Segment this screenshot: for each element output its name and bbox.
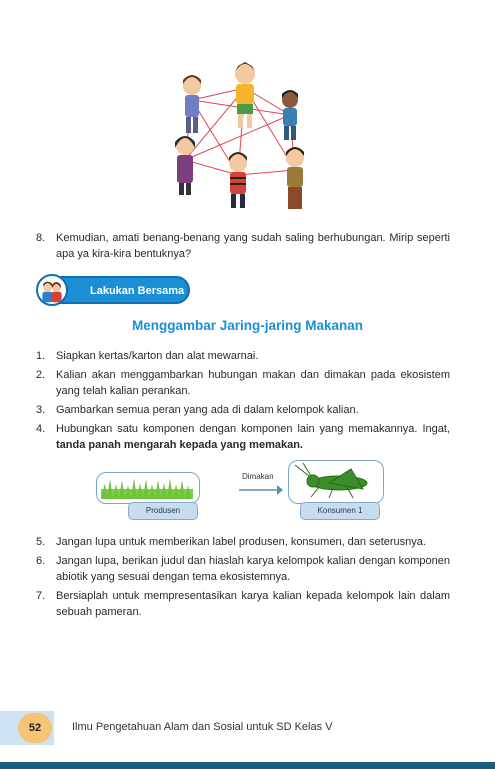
producer-label: Produsen: [128, 502, 198, 520]
step-text: Siapkan kertas/karton dan alat mewarnai.: [56, 350, 259, 362]
footer-text: Ilmu Pengetahuan Alam dan Sosial untuk SD Kelas V: [72, 721, 333, 733]
consumer-card: [288, 460, 384, 504]
step-number: 1.: [36, 350, 46, 362]
badge-label: Lakukan Bersama: [90, 285, 185, 297]
list-item: [36, 367, 450, 399]
step-text: Gambarkan semua peran yang ada di dalam kelompok kalian.: [56, 404, 359, 416]
list-item: [36, 534, 450, 550]
step-text-plain: Hubungkan satu komponen dengan komponen lain yang memakannya. Ingat,: [56, 423, 450, 435]
step-number: 3.: [36, 404, 46, 416]
bottom-bar: [0, 762, 495, 769]
step-number: 2.: [36, 369, 46, 381]
list-item: [36, 553, 450, 585]
steps-list-2: [36, 534, 450, 623]
step-8: [36, 230, 450, 262]
food-chain-diagram: [96, 458, 396, 528]
list-item: [36, 348, 450, 364]
arrow-right-icon: [239, 484, 283, 496]
step-text: Bersiaplah untuk mempresentasikan karya kalian kepada kelompok lain dalam sebuah pameran.: [56, 590, 450, 618]
grass-icon: [97, 473, 197, 501]
step-number: 6.: [36, 555, 46, 567]
step-text-bold: tanda panah mengarah kepada yang memakan.: [56, 439, 303, 451]
step-text: [56, 421, 450, 453]
step-text: Kalian akan menggambarkan hubungan makan dan dimakan pada ekosistem yang telah kalian perankan.: [56, 369, 450, 397]
two-children-icon: [36, 274, 68, 306]
step-number: 4.: [36, 423, 46, 435]
list-item: [36, 588, 450, 620]
step-text: Jangan lupa untuk memberikan label produsen, konsumen, dan seterusnya.: [56, 536, 426, 548]
step-text: Jangan lupa, berikan judul dan hiaslah karya kelompok kalian dengan komponen abiotik yang sesuai dengan tema ekosistemnya.: [56, 555, 450, 583]
step-number: 7.: [36, 590, 46, 602]
list-item: [36, 402, 450, 418]
steps-list-1: [36, 348, 450, 456]
consumer-label: Konsumen 1: [300, 502, 380, 520]
step-number: 5.: [36, 536, 46, 548]
page-number: 52: [18, 713, 52, 743]
section-title: Menggambar Jaring-jaring Makanan: [131, 318, 364, 333]
grasshopper-icon: [289, 461, 381, 501]
list-item: [36, 421, 450, 453]
step-text: Kemudian, amati benang-benang yang sudah saling berhubungan. Mirip seperti apa ya kira-kira bentuknya?: [56, 232, 450, 260]
children-web-illustration: [160, 60, 320, 220]
arrow-label: Dimakan: [242, 472, 274, 481]
step-number: 8.: [36, 232, 46, 244]
producer-card: [96, 472, 200, 504]
